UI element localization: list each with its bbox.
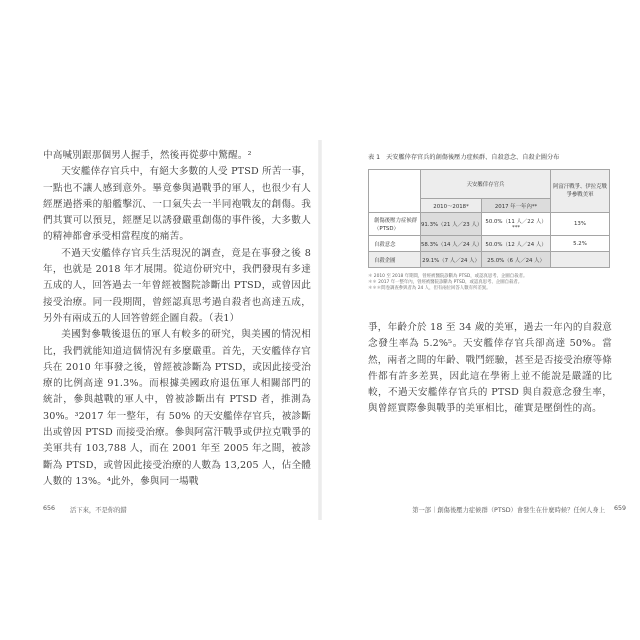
- table-figure: [368, 152, 610, 293]
- table-note: ＊＊＊問卷調查參與者為 24 人，但有兩位回答人數有所差異。: [368, 286, 491, 292]
- table-cell: 58.3%（14 人／24 人）: [421, 236, 482, 252]
- paragraph: 爭，年齡介於 18 至 34 歲的美軍，過去一年內的自殺意念發生率為 5.2%⁵。天安艦倖存官兵卻高達 50%。當然，兩者之間的年齡、戰鬥經驗，甚至是否接受治療等條件都有許多差異，因此這在學術上並不能說是嚴謹的比較，不過天安艦倖存官兵的 PTSD 與自殺意念發生率，與曾經實際參與戰爭的美軍相比，確實是壓倒性的高。: [368, 322, 612, 415]
- table-cell: 29.1%（7 人／24 人）: [421, 252, 482, 268]
- comparison-header: 阿富汗戰爭、伊拉克戰爭參戰美軍: [551, 170, 610, 213]
- table-row: [369, 236, 610, 252]
- paragraph: 中高喊別跟那個男人握手，然後再從夢中驚醒。²: [43, 150, 252, 161]
- table-cell: 91.3%（21 人／23 人）: [421, 213, 482, 236]
- table-number: 表 1: [368, 154, 381, 161]
- table-note: ＊＊ 2017 年一整年內，曾經被醫院診斷為 PTSD，或認真思考、企圖自殺者。: [368, 280, 523, 286]
- running-title: 活下來，不是你的錯: [70, 507, 127, 514]
- table-notes: [368, 274, 610, 293]
- left-body-text: [43, 148, 311, 490]
- row-label: 自殺意念: [369, 236, 421, 252]
- paragraph: 美國對參戰後退伍的軍人有較多的研究，與美國的情況相比，我們就能知道這個情況有多麼嚴重。首先，天安艦倖存官兵在 2010 年事發之後，曾經被診斷為 PTSD，或因此接受治療的比例高達 91.3%。而根據美國政府退伍軍人相關部門的統計，參與越戰的軍人中，曾被診斷出有 PTSD 者，推測為 30%。³2017 年一整年，有 50% 的天安艦倖存官兵，被診斷出或曾因 PTSD 而接受治療。參與阿富汗戰爭或伊拉克戰爭的美軍共有 103,788 人，而在 2001 年至 2005 年之間，被診斷為 PTSD，或曾因此接受治療的人數為 13,205 人，佔全體人數的 13%。⁴此外，參與同一場戰: [43, 329, 311, 487]
- table-caption: [368, 152, 610, 161]
- table-row: [369, 213, 610, 236]
- table-cell: 25.0%（6 人／24 人）: [482, 252, 551, 268]
- table-title: 天安艦倖存官兵的創傷後壓力症候群、自殺意念、自殺企圖分布: [386, 154, 560, 161]
- row-label: 創傷後壓力症候群（PTSD）: [369, 213, 421, 236]
- paragraph: 不過天安艦倖存官兵生活現況的調查，竟是在事發之後 8 年，也就是 2018 年才展開。從這份研究中，我們發現有多達五成的人，回答過去一年曾經被醫院診斷出 PTSD，或曾因此接受治療。同一段期間，曾經認真思考過自殺者也高達五成，另外有兩成五的人回答曾經企圖自殺。（表1）: [43, 247, 311, 324]
- table-cell: 50.0%（11 人／22 人）***: [482, 213, 551, 236]
- table-cell: [551, 252, 610, 268]
- table-note: ＊ 2010 至 2018 年期間，曾經被醫院診斷為 PTSD，或認真思考、企圖自殺者。: [368, 274, 528, 279]
- page-number: 659: [613, 505, 626, 512]
- column-header: 2010～2018*: [421, 199, 482, 213]
- page-number: 656: [43, 505, 56, 512]
- group-header: 天安艦倖存官兵: [421, 170, 551, 199]
- table-cell: 13%: [551, 213, 610, 236]
- empty-corner-cell: [369, 170, 421, 213]
- table-cell: 5.2%: [551, 236, 610, 252]
- running-title: 第一部｜創傷後壓力症候群（PTSD）會發生在什麼時候？任何人身上: [412, 507, 605, 514]
- table-cell: 50.0%（12 人／24 人）: [482, 236, 551, 252]
- column-header: 2017 年一年內**: [482, 199, 551, 213]
- table-row: [369, 252, 610, 268]
- data-table: [368, 169, 610, 268]
- right-body-text: [368, 320, 612, 418]
- paragraph: 天安艦倖存官兵中，有絕大多數的人受 PTSD 所苦一事，一點也不讓人感到意外。畢竟參與過戰爭的軍人，也很少有人經歷過搭乘的船艦擊沉、一口氣失去一半同袍戰友的創傷。我們其實可以預見，經歷足以誘發嚴重創傷的事件後，大多數人的精神都會承受相當程度的痛苦。: [43, 166, 311, 243]
- row-label: 自殺企圖: [369, 252, 421, 268]
